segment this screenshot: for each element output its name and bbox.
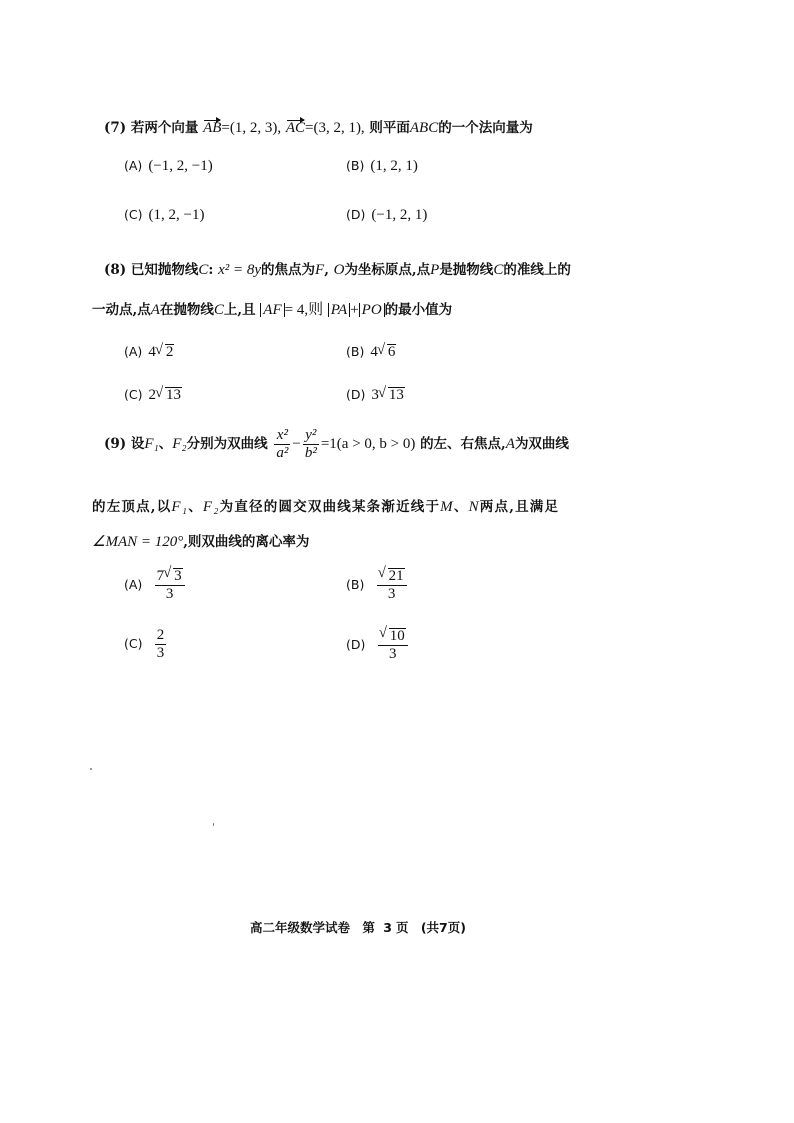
angle-condition: ∠MAN = 120° [92,534,184,550]
question-text: 若两个向量 [130,120,199,136]
option-coef: 4 [370,344,378,360]
scan-speck [213,823,214,826]
option-fraction [155,568,185,602]
option-label: (A) [124,344,143,359]
origin-name: O [333,262,345,278]
radicand: 10 [389,628,405,644]
question-text: 的准线上的 [503,262,571,278]
question-text: 的一个法向量为 [438,120,533,136]
punctuation: : [208,262,214,278]
question-text: 为坐标原点,点 [344,262,431,278]
sqrt-symbol [379,387,405,404]
q7-option-a[interactable] [124,158,213,175]
abs-af: AF [260,303,284,317]
question-text: 的左顶点,以 [92,499,172,515]
point-m: M [440,499,454,515]
question-number: (7) [104,120,127,136]
footer-page-prefix: 第 [362,920,375,935]
question-text: 在抛物线 [159,302,214,318]
question-text: 分别为双曲线 [186,436,268,452]
curve-name: C [213,302,224,318]
option-label: (B) [346,344,365,359]
question-text: 的左、右焦点, [420,436,506,452]
punctuation: 、 [453,499,469,515]
q7-option-b[interactable] [346,158,418,175]
question-9-stem-line2 [92,495,559,516]
focus-f2: F₂ [202,499,220,515]
fraction-x [274,428,290,461]
fraction-denominator: b² [304,445,317,461]
point-name: A [150,302,160,318]
sqrt-symbol [379,568,405,584]
q8-option-b[interactable] [346,344,396,361]
question-text: 则平面 [369,120,410,136]
sqrt-symbol [380,628,406,644]
option-label: (C) [124,387,143,402]
question-text: 设 [130,436,145,452]
option-label: (D) [346,636,366,652]
radicand: 6 [387,344,396,360]
question-7-stem [104,116,533,137]
point-name: P [430,262,440,278]
vector-ab-value: =(1, 2, 3), [221,120,282,136]
plane-name: ABC [409,120,439,136]
option-fraction [378,628,408,662]
option-value: (−1, 2, −1) [148,158,213,174]
q7-option-c[interactable] [124,207,204,224]
fraction-denominator: 3 [388,646,397,662]
fraction-numerator: y² [303,428,319,445]
question-8-stem-line2 [92,298,452,319]
radicand: 2 [165,344,174,360]
q7-option-d[interactable] [346,207,427,224]
page-footer [250,918,466,936]
question-text: 上,且 [223,302,256,318]
sqrt-symbol [156,344,175,361]
scan-speck [90,768,92,770]
punctuation: 、 [158,436,173,452]
q8-option-c[interactable] [124,387,182,404]
punctuation: 、 [188,499,203,515]
sqrt-symbol [164,568,183,584]
q9-option-c[interactable] [124,628,168,661]
q8-option-d[interactable] [346,387,405,404]
fraction-numerator: x² [274,428,290,445]
footer-page-suffix: 页 [395,920,409,935]
question-text: 为双曲线 [514,436,569,452]
option-coef: 4 [148,344,156,360]
option-label: (B) [346,158,365,173]
radicand: 21 [388,568,404,584]
option-value: (−1, 2, 1) [371,207,428,223]
abs-pa: PA [328,303,350,317]
q9-option-b[interactable] [346,568,409,602]
question-text: 为直径的圆交双曲线某条渐近线于 [219,499,441,515]
abs-po: PO [359,303,385,317]
radicand: 3 [174,568,182,584]
question-text: 两点,且满足 [479,499,560,515]
q9-option-a[interactable] [124,568,187,602]
question-text: 已知抛物线 [130,262,199,278]
option-label: (C) [124,636,143,651]
footer-total-pages: (共7页) [420,920,466,935]
fraction-denominator: 3 [165,586,174,602]
radicand: 13 [165,387,181,403]
option-label: (A) [124,576,143,592]
vector-ac-value: =(3, 2, 1), [304,120,365,136]
question-text: ,则双曲线的离心率为 [183,534,310,550]
parabola-equation: x² = 8y [218,262,262,278]
question-text: 一动点,点 [92,302,151,318]
question-text: 是抛物线 [439,262,494,278]
focus-name: F [315,262,325,278]
focus-f1: F₁ [144,436,159,452]
question-text: 的焦点为 [261,262,316,278]
focus-f1: F₁ [171,499,189,515]
option-coef: 2 [148,387,156,403]
question-8-stem-line1 [104,258,571,279]
curve-name: C [493,262,504,278]
footer-page-number: 3 [383,920,392,935]
option-label: (A) [124,158,143,173]
footer-subject: 高二年级数学试卷 [250,920,351,935]
option-label: (D) [346,207,366,222]
vector-ac: AC [285,120,305,136]
option-value: (1, 2, −1) [148,207,205,223]
fraction-coef: 7 [156,568,165,584]
fraction-numerator: 2 [156,627,165,643]
option-label: (D) [346,387,366,402]
option-label: (B) [346,576,365,592]
punctuation: , [324,262,329,278]
sqrt-symbol [156,387,182,404]
fraction-denominator: 3 [156,645,165,661]
radicand: 13 [388,387,404,403]
question-text: 的最小值为 [384,302,453,318]
option-value: (1, 2, 1) [370,158,418,174]
vertex-name: A [505,436,515,452]
fraction-y [303,428,319,461]
question-number: (9) [104,436,127,452]
curve-name: C [198,262,209,278]
q9-option-d[interactable] [346,628,410,662]
option-coef: 3 [371,387,379,403]
fraction-denominator: 3 [387,586,396,602]
focus-f2: F₂ [172,436,187,452]
point-n: N [468,499,480,515]
option-fraction [377,568,407,602]
af-value: = 4,则 [284,302,324,318]
equation-rest: =1(a > 0, b > 0) [320,436,416,452]
option-label: (C) [124,207,143,222]
vector-ab: AB [203,120,222,136]
option-fraction [155,628,167,661]
minus-sign: − [292,436,301,452]
question-number: (8) [104,262,127,278]
fraction-denominator: a² [276,445,289,461]
question-9-stem-line3 [92,530,309,551]
sqrt-symbol [378,344,397,361]
q8-option-a[interactable] [124,344,174,361]
plus-sign: + [350,302,359,318]
question-9-stem-line1 [104,428,569,461]
